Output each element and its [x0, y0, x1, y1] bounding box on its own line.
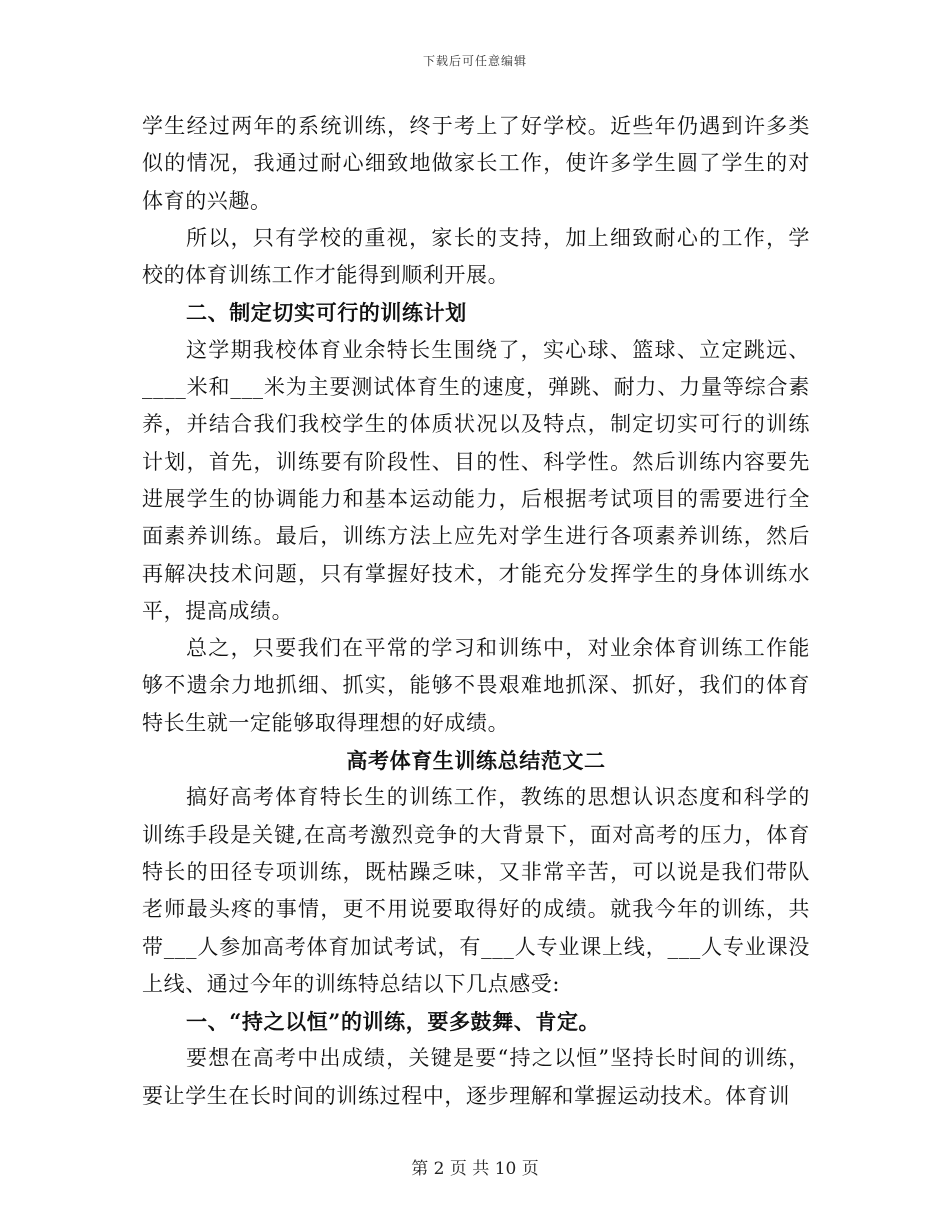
paragraph-1: 学生经过两年的系统训练，终于考上了好学校。近些年仍遇到许多类似的情况，我通过耐心细致地做家长工作，使许多学生圆了学生的对体育的兴趣。 — [142, 114, 810, 213]
paragraph-3: 这学期我校体育业余特长生围绕了，实心球、篮球、立定跳远、____米和___米为主要测试体育生的速度，弹跳、耐力、力量等综合素养，并结合我们我校学生的体质状况以及特点，制定切实可行的训练计划，首先，训练要有阶段性、目的性、科学性。然后训练内容要先进展学生的协调能力和基本运动能力，后根据考试项目的需要进行全面素养训练。最后，训练方法上应先对学生进行各项素养训练，然后再解决技术问题，只有掌握好技术，才能充分发挥学生的身体训练水平，提高成绩。 — [142, 337, 810, 623]
document-body — [142, 108, 810, 1115]
section-heading-2: 二、制定切实可行的训练计划 — [186, 300, 467, 326]
paragraph-2: 所以，只有学校的重视，家长的支持，加上细致耐心的工作，学校的体育训练工作才能得到顺利开展。 — [142, 225, 810, 288]
paragraph-5: 搞好高考体育特长生的训练工作，教练的思想认识态度和科学的训练手段是关键,在高考激烈竞争的大背景下，面对高考的压力，体育特长的田径专项训练，既枯躁乏味，又非常辛苦，可以说是我们带队老师最头疼的事情，更不用说要取得好的成绩。就我今年的训练，共带___人参加高考体育加试考试，有___人专业课上线，___人专业课没上线、通过今年的训练特总结以下几点感受: — [142, 785, 810, 996]
section-heading-1: 一、“持之以恒”的训练，要多鼓舞、肯定。 — [186, 1009, 601, 1035]
paragraph-6: 要想在高考中出成绩，关键是要“持之以恒”坚持长时间的训练，要让学生在长时间的训练过程中，逐步理解和掌握运动技术。体育训 — [142, 1046, 810, 1108]
article-title: 高考体育生训练总结范文二 — [346, 748, 606, 774]
page-footer: 第 2 页 共 10 页 — [411, 1159, 539, 1179]
paragraph-4: 总之，只要我们在平常的学习和训练中，对业余体育训练工作能够不遗余力地抓细、抓实，能够不畏艰难地抓深、抓好，我们的体育特长生就一定能够取得理想的好成绩。 — [142, 636, 810, 735]
header-note: 下载后可任意编辑 — [422, 54, 527, 68]
